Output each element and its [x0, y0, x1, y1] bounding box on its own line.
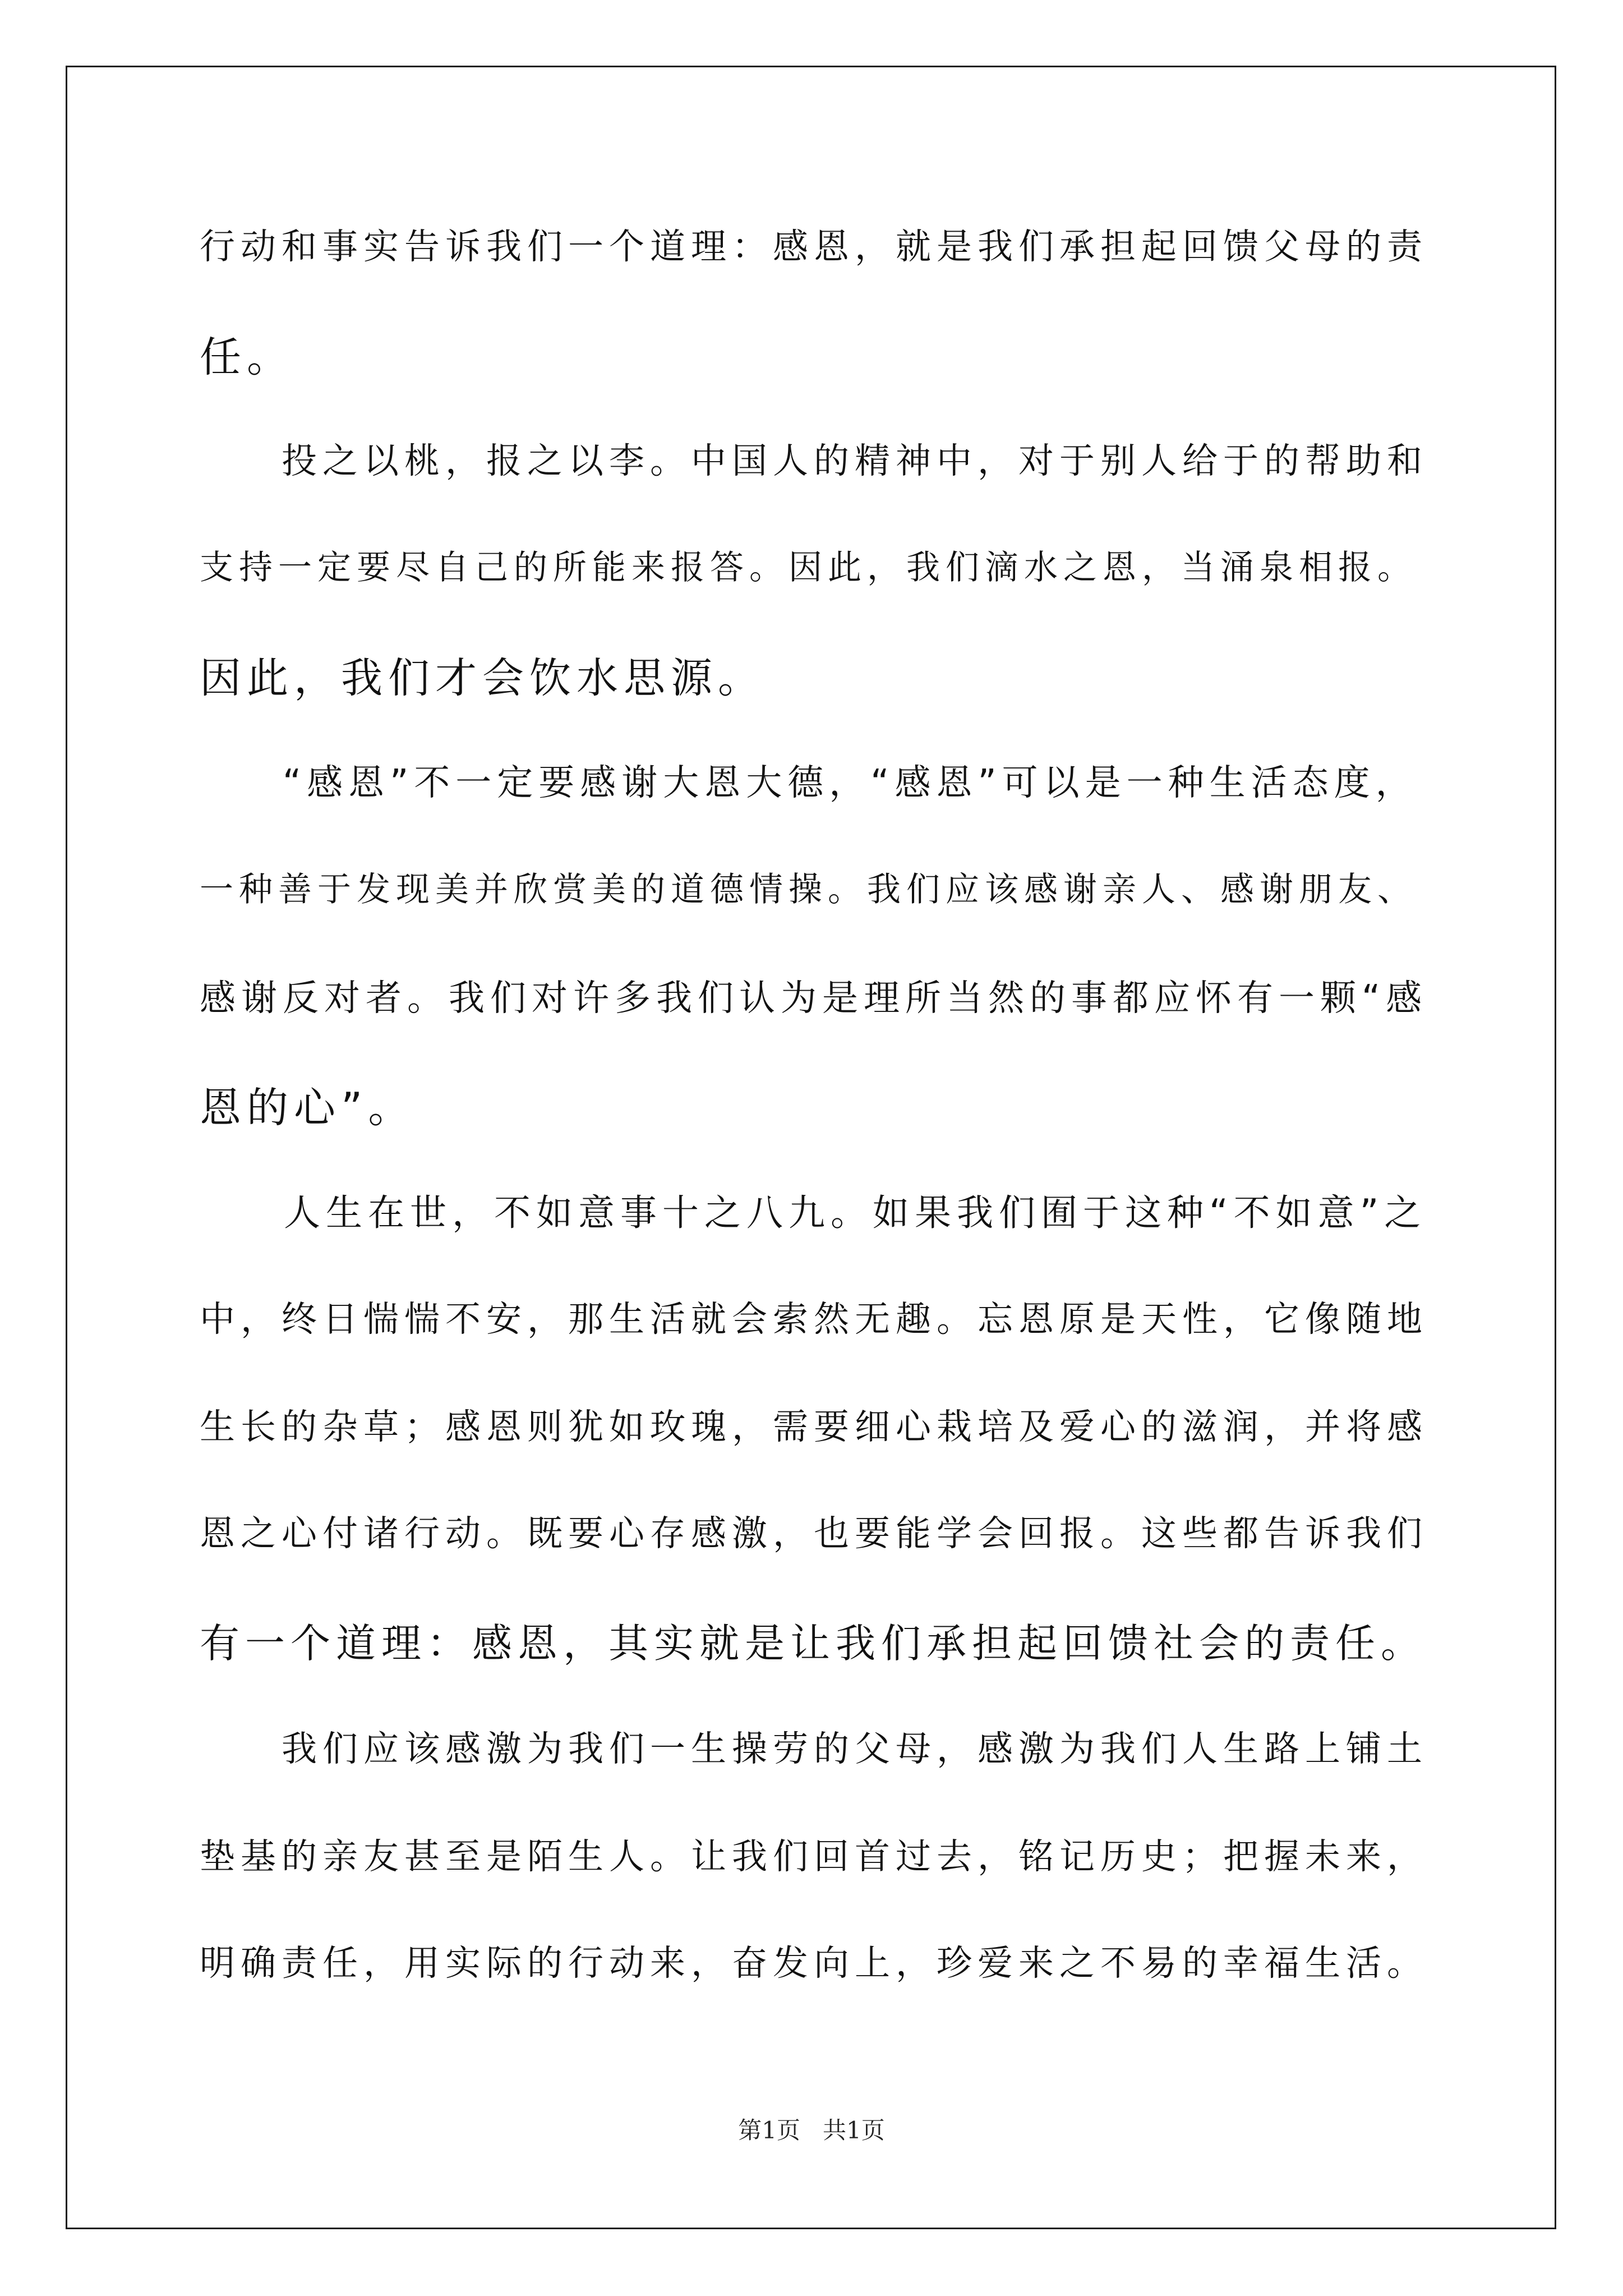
text-line: 明确责任，用实际的行动来，奋发向上，珍爱来之不易的幸福生活。	[200, 1943, 1428, 1984]
page-number: 第1页	[738, 2116, 800, 2144]
text-line: 有一个道理：感恩，其实就是让我们承担起回馈社会的责任。	[200, 1620, 1427, 1667]
text-line: 投之以桃，报之以李。中国人的精神中，对于别人给于的帮助和	[200, 440, 1428, 481]
text-line: 恩之心付诸行动。既要心存感激，也要能学会回报。这些都告诉我们	[200, 1513, 1428, 1554]
text-line: 我们应该感激为我们一生操劳的父母，感激为我们人生路上铺土	[200, 1728, 1428, 1769]
text-line: 一种善于发现美并欣赏美的道德情操。我们应该感谢亲人、感谢朋友、	[200, 870, 1417, 909]
page-total: 共1页	[823, 2116, 885, 2144]
text-line: 人生在世，不如意事十之八九。如果我们囿于这种“不如意”之	[200, 1192, 1427, 1234]
text-line: 行动和事实告诉我们一个道理：感恩，就是我们承担起回馈父母的责	[200, 226, 1428, 267]
text-line: 垫基的亲友甚至是陌生人。让我们回首过去，铭记历史；把握未来，	[200, 1836, 1428, 1877]
page-border	[66, 66, 1556, 2229]
text-line: “感恩”不一定要感谢大恩大德，“感恩”可以是一种生活态度，	[200, 762, 1417, 804]
text-line: 因此，我们才会饮水思源。	[200, 654, 765, 702]
text-line: 恩的心”。	[200, 1084, 416, 1132]
text-line: 中，终日惴惴不安，那生活就会索然无趣。忘恩原是天性，它像随地	[200, 1299, 1428, 1340]
text-line: 任。	[200, 333, 294, 381]
text-line: 生长的杂草；感恩则犹如玫瑰，需要细心栽培及爱心的滋润，并将感	[200, 1406, 1428, 1447]
page-footer	[0, 2112, 1623, 2146]
text-line: 支持一定要尽自己的所能来报答。因此，我们滴水之恩，当涌泉相报。	[200, 548, 1417, 587]
text-line: 感谢反对者。我们对许多我们认为是理所当然的事都应怀有一颗“感	[200, 978, 1428, 1019]
